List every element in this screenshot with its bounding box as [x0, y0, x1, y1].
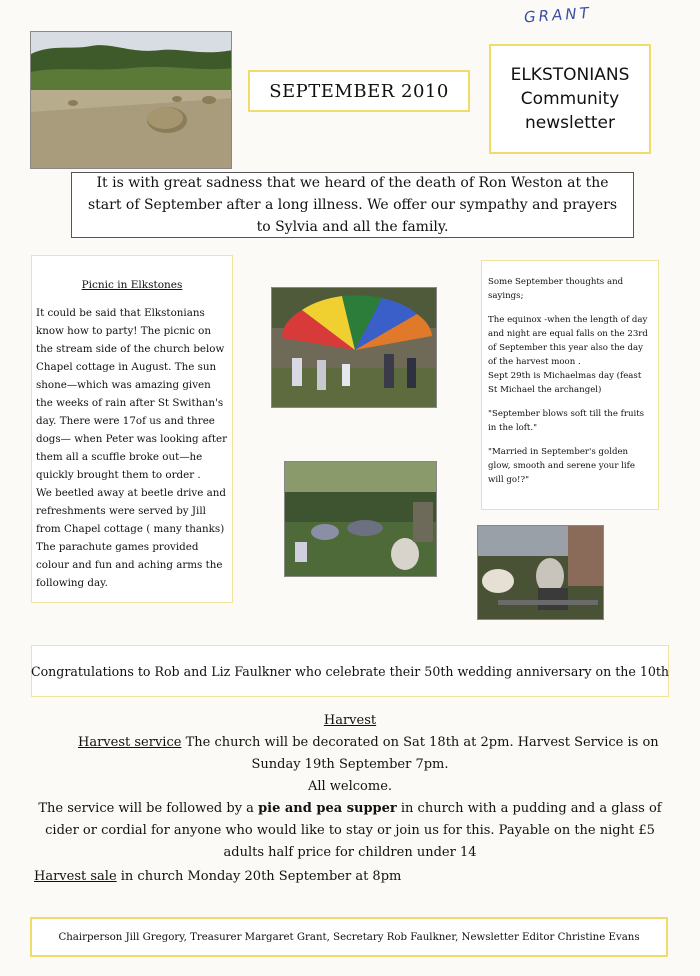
harvest-service-text: The church will be decorated on Sat 18th at 2pm. Harvest Service is on — [181, 735, 659, 750]
committee-footer — [30, 917, 668, 957]
picnic-paragraph-2: We beetled away at beetle drive and refreshments were served by Jill from Chapel cottage ( many thanks) — [36, 487, 226, 535]
harvest-welcome: All welcome. — [307, 779, 393, 794]
picnic-paragraph-3: The parachute games provided colour and fun and aching arms the following day. — [36, 541, 223, 589]
harvest-sale-text: in church Monday 20th September at 8pm — [116, 869, 402, 884]
harvest-section — [30, 710, 670, 888]
harvest-service-line — [30, 732, 670, 754]
picnic-paragraph-1: It could be said that Elkstonians know how to party! The picnic on the stream side of the church below Chapel cottage in August. The sun shone—which was amazing given the weeks of rain after St Swithan's day. There were 17of us and three dogs— when Peter was looking after them all a scuffle broke out—he quickly brought them to order . — [36, 307, 228, 481]
harvest-supper — [30, 798, 670, 864]
harvest-service-label: Harvest service — [78, 735, 182, 750]
supper-text-pre: The service will be followed by a — [38, 801, 259, 816]
newsletter-month — [248, 70, 470, 112]
handwritten-note: GRANT — [523, 3, 593, 27]
supper-text-bold: pie and pea supper — [258, 801, 397, 816]
saying-equinox: The equinox -when the length of day and night are equal falls on the 23rd of September this year also the day of the harvest moon . — [488, 315, 648, 367]
title-line-3: newsletter — [525, 113, 615, 133]
parachute-games-photo — [271, 287, 437, 408]
dogs-photo — [477, 525, 604, 620]
congratulations-text: Congratulations to Rob and Liz Faulkner who celebrate their 50th wedding anniversary on the 10th — [30, 663, 670, 679]
title-line-1: ELKSTONIANS — [510, 65, 630, 85]
committee-text: Chairperson Jill Gregory, Treasurer Margaret Grant, Secretary Rob Faulkner, Newsletter Editor Christine Evans — [58, 931, 640, 943]
anniversary-congratulations — [31, 645, 669, 697]
harvest-heading: Harvest — [323, 713, 377, 728]
condolence-text: It is with great sadness that we heard of the death of Ron Weston at the start of September after a long illness. We offer our sympathy and prayers to Sylvia and all the family. — [87, 175, 618, 235]
sayings-heading: Some September thoughts and sayings; — [488, 277, 624, 301]
month-label: SEPTEMBER 2010 — [269, 80, 449, 102]
newsletter-title — [489, 44, 651, 154]
harvest-sale-label: Harvest sale — [34, 869, 117, 884]
condolence-notice — [71, 172, 634, 238]
saying-married: "Married in September's golden glow, smooth and serene your life will go!?" — [488, 447, 635, 485]
picnic-heading: Picnic in Elkstones — [81, 279, 183, 291]
picnic-article — [31, 255, 233, 603]
title-line-2: Community — [520, 89, 620, 109]
saying-fruits: "September blows soft till the fruits in the loft." — [488, 409, 645, 433]
saying-michaelmas: Sept 29th is Michaelmas day (feast St Michael the archangel) — [488, 371, 642, 395]
hay-field-photo — [30, 31, 232, 169]
september-sayings — [481, 260, 659, 510]
harvest-service-date: Sunday 19th September 7pm. — [251, 757, 449, 772]
supper-text-post: in church with a pudding and a glass of cider or cordial for anyone who would like to stay or join us for this. Payable on the night £5 adults half price for children under 14 — [45, 801, 662, 860]
harvest-sale-line — [30, 866, 670, 888]
picnic-group-photo — [284, 461, 437, 577]
